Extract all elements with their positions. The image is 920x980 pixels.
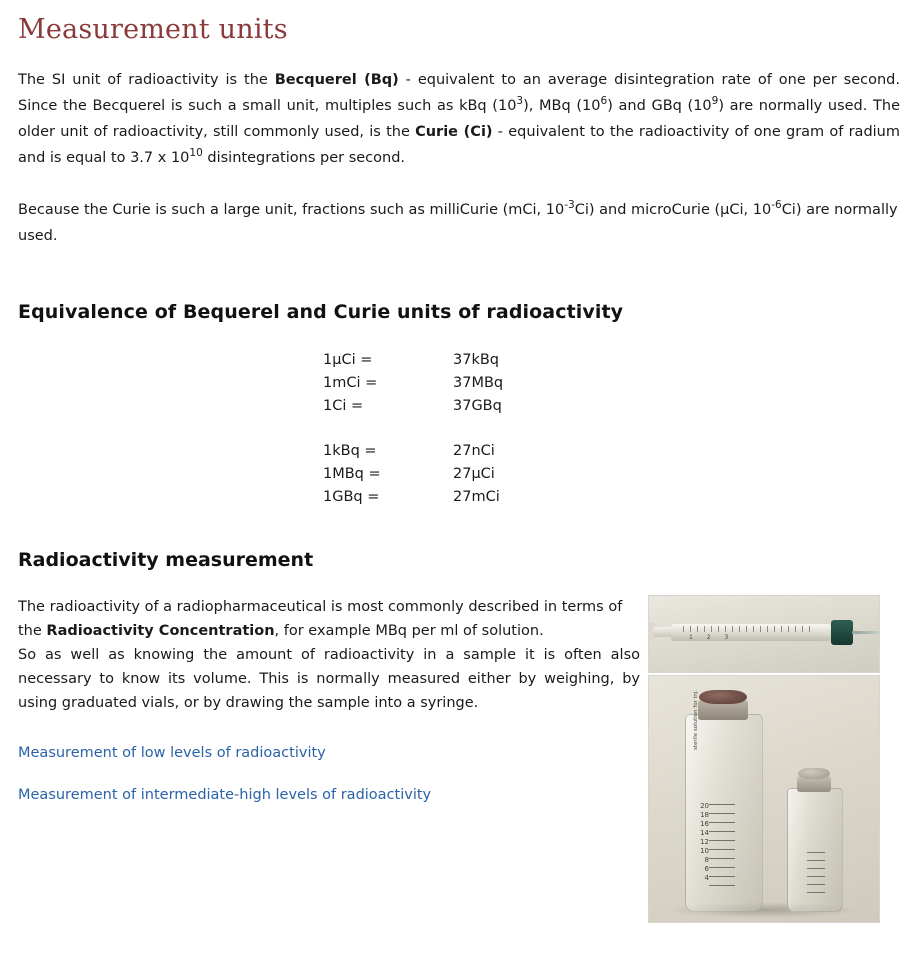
measurement-paragraph-1 xyxy=(18,595,640,643)
measurement-content-row xyxy=(18,595,900,923)
equiv-left-0: 1µCi = xyxy=(323,352,373,368)
syringe-hub xyxy=(831,620,853,645)
curie-text-2: Ci) and microCurie (µCi, 10 xyxy=(574,202,772,218)
curie-text-3: Ci) are normally used. xyxy=(18,202,898,244)
table-spacer-row xyxy=(323,418,503,440)
exponent-minus3: -3 xyxy=(564,199,575,212)
measurement-text-1: The radioactivity of a radiopharmaceutical is most commonly described in terms of the xyxy=(18,599,623,639)
measurement-text-column xyxy=(18,595,648,803)
equiv-right-1: 37MBq xyxy=(453,375,504,391)
intro-text-3: ), MBq (10 xyxy=(523,98,601,114)
paragraph-spacer xyxy=(18,177,900,197)
equiv-right-4: 27µCi xyxy=(453,466,495,482)
table-row xyxy=(323,463,503,486)
curie-bold: Curie (Ci) xyxy=(415,124,493,140)
intro-text-5: ) are normally used. The older unit of radioactivity, still commonly used, is the xyxy=(18,98,901,140)
table-row xyxy=(323,349,503,372)
syringe-graduations xyxy=(683,626,813,632)
intro-paragraph-1 xyxy=(18,67,900,171)
measurement-heading: Radioactivity measurement xyxy=(18,549,314,571)
curie-text-1: Because the Curie is such a large unit, fractions such as milliCurie (mCi, 10 xyxy=(18,202,565,218)
intro-paragraph-2 xyxy=(18,197,900,249)
measurement-paragraph-2: So as well as knowing the amount of radioactivity in a sample it is often also necessary to know its volume. This is normally measured either by weighing, by using graduated vials, or by drawing the sample into a syringe. xyxy=(18,647,640,711)
equiv-left-3: 1kBq = xyxy=(323,443,377,459)
vial-large-graduations xyxy=(709,804,735,890)
intro-text-4: ) and GBq (10 xyxy=(607,98,712,114)
exponent-minus6: -6 xyxy=(771,199,782,212)
vial-small-cap xyxy=(798,768,830,779)
spacer-cell-2 xyxy=(453,418,503,440)
link-intermediate-high-levels[interactable]: Measurement of intermediate-high levels of radioactivity xyxy=(18,787,432,803)
syringe-scale-numbers: 1 2 3 xyxy=(689,634,735,641)
measurement-image-column xyxy=(648,595,880,923)
table-row xyxy=(323,372,503,395)
equiv-right-3: 27nCi xyxy=(453,443,495,459)
vials-photo xyxy=(648,675,880,923)
equiv-right-5: 27mCi xyxy=(453,489,500,505)
equiv-right-2: 37GBq xyxy=(453,398,502,414)
equiv-left-5: 1GBq = xyxy=(323,489,380,505)
syringe-photo xyxy=(648,595,880,673)
equiv-left-2: 1Ci = xyxy=(323,398,364,414)
measurement-text-2: , for example MBq per ml of solution. xyxy=(274,623,544,639)
page-title: Measurement units xyxy=(18,14,288,45)
syringe-needle xyxy=(852,631,879,634)
exponent-6: 6 xyxy=(600,95,608,108)
becquerel-bold: Becquerel (Bq) xyxy=(274,72,399,88)
vial-large-scale-numbers: 20 18 16 14 12 10 8 6 4 xyxy=(700,802,709,882)
vial-large-label xyxy=(693,724,700,750)
table-row xyxy=(323,395,503,418)
exponent-9: 9 xyxy=(711,95,719,108)
intro-text-1: The SI unit of radioactivity is the xyxy=(18,72,275,88)
equiv-left-1: 1mCi = xyxy=(323,375,378,391)
intro-text-6: - equivalent to the radioactivity of one gram of radium and is equal to 3.7 x 10 xyxy=(18,124,900,166)
vial-large-cap xyxy=(699,690,747,704)
syringe-plunger xyxy=(653,627,673,637)
table-row xyxy=(323,440,503,463)
spacer-cell xyxy=(323,418,453,440)
equivalence-table xyxy=(323,349,503,509)
link-low-levels[interactable]: Measurement of low levels of radioactivity xyxy=(18,745,326,761)
table-row xyxy=(323,486,503,509)
equivalence-heading: Equivalence of Bequerel and Curie units of radioactivity xyxy=(18,301,624,323)
equiv-left-4: 1MBq = xyxy=(323,466,381,482)
exponent-3: 3 xyxy=(516,95,524,108)
exponent-10: 10 xyxy=(189,147,203,160)
radioactivity-concentration-bold: Radioactivity Concentration xyxy=(46,623,275,639)
equiv-right-0: 37kBq xyxy=(453,352,499,368)
vial-small-graduations xyxy=(807,852,825,898)
intro-text-2: - equivalent to an average disintegration rate of one per second. Since the Becquerel is such a small unit, multiples such as kBq (10 xyxy=(18,72,900,114)
intro-text-7: disintegrations per second. xyxy=(202,150,406,166)
